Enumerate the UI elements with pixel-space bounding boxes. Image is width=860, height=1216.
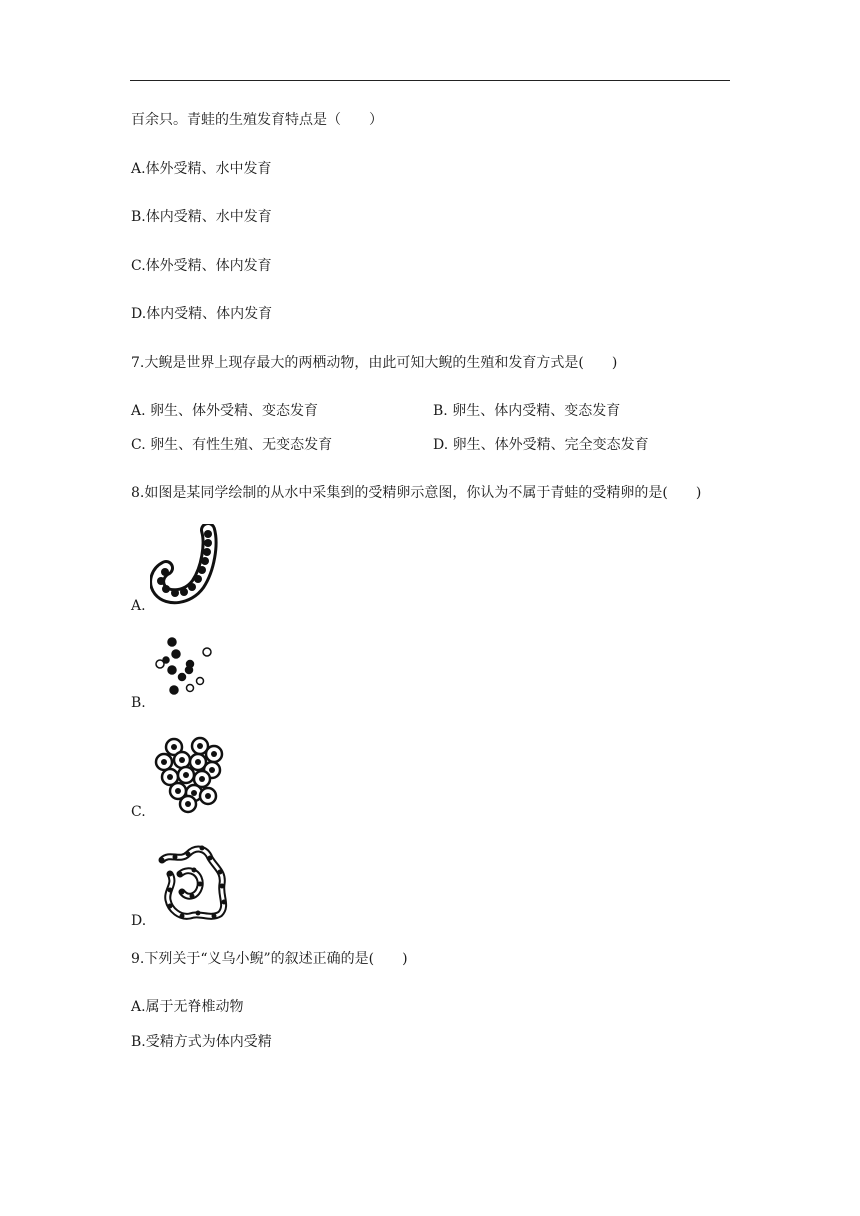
scattered-eggs-figure	[152, 632, 218, 698]
q9-option-b[interactable]: B.受精方式为体内受精	[131, 1034, 272, 1050]
q6-option-b[interactable]: B.体内受精、水中发育	[131, 209, 272, 225]
q8-option-d-label[interactable]: D.	[131, 913, 147, 929]
q9-stem: 9.下列关于“义乌小鲵”的叙述正确的是( )	[131, 951, 408, 967]
q8-stem: 8.如图是某同学绘制的从水中采集到的受精卵示意图，你认为不属于青蛙的受精卵的是( )	[131, 485, 702, 501]
q8-option-c-label[interactable]: C.	[131, 804, 146, 820]
q8-option-b-label[interactable]: B.	[131, 695, 146, 711]
header-rule	[130, 80, 730, 81]
q7-stem: 7.大鲵是世界上现存最大的两栖动物，由此可知大鲵的生殖和发育方式是( )	[131, 355, 618, 371]
q9-option-a[interactable]: A.属于无脊椎动物	[131, 999, 244, 1015]
q7-option-d[interactable]: D. 卵生、体外受精、完全变态发育	[433, 437, 649, 453]
q6-option-d[interactable]: D.体内受精、体内发育	[131, 306, 273, 322]
q8-option-a-label[interactable]: A.	[131, 598, 146, 614]
q6-option-a[interactable]: A.体外受精、水中发育	[131, 161, 272, 177]
q7-option-b[interactable]: B. 卵生、体内受精、变态发育	[433, 403, 621, 419]
q6-option-c[interactable]: C.体外受精、体内发育	[131, 258, 272, 274]
q7-option-a[interactable]: A. 卵生、体外受精、变态发育	[131, 403, 319, 419]
q6-stem: 百余只。青蛙的生殖发育特点是（ ）	[131, 112, 383, 128]
q7-option-c[interactable]: C. 卵生、有性生殖、无变态发育	[131, 437, 333, 453]
egg-chain-figure	[150, 838, 236, 922]
egg-cluster-figure	[150, 734, 232, 814]
egg-string-figure	[150, 524, 225, 606]
